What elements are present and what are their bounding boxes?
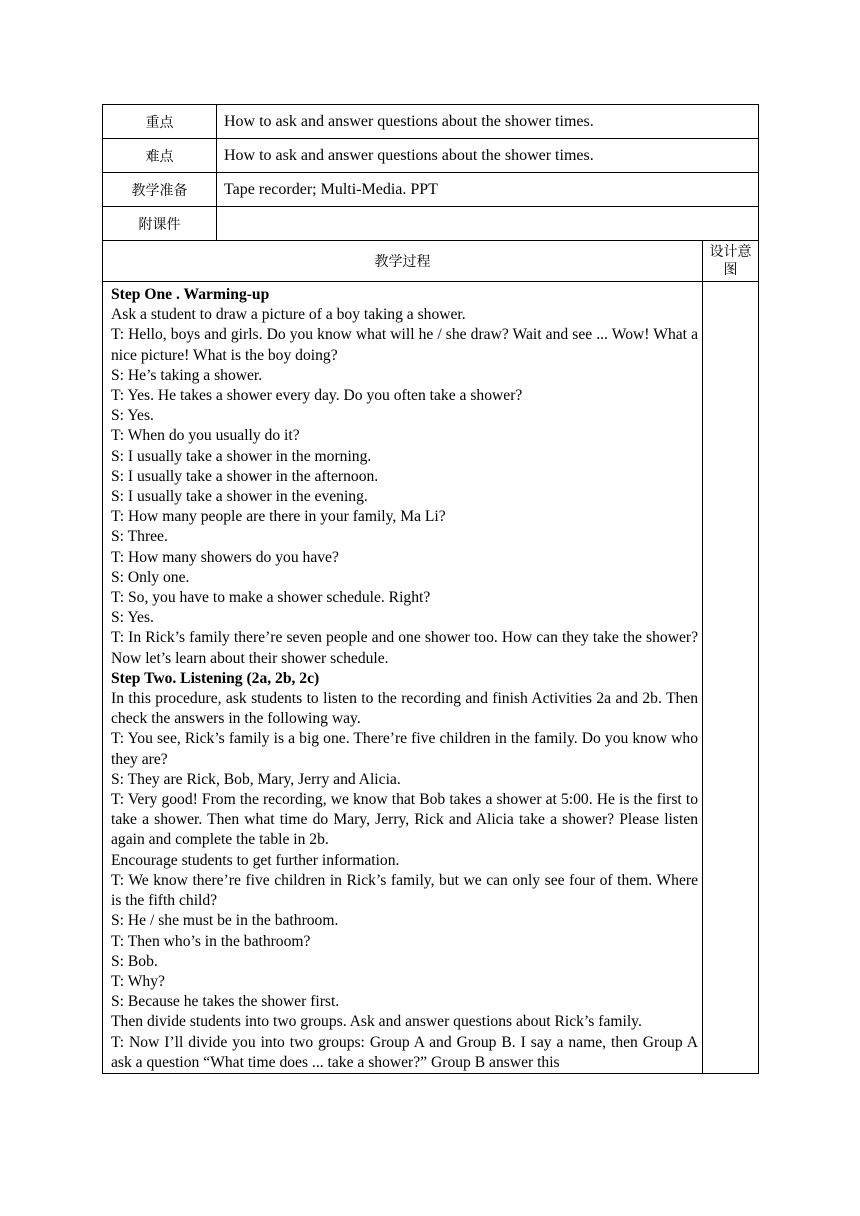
step-one-paragraph: T: In Rick’s family there’re seven people and one shower too. How can they take the shower? Now let’s learn about their shower schedule. <box>111 629 698 667</box>
step-two-paragraph: S: Because he takes the shower first. <box>111 993 340 1011</box>
step-two-paragraph: T: You see, Rick’s family is a big one. There’re five children in the family. Do you know who they are? <box>111 730 698 768</box>
difficult-points-value: How to ask and answer questions about the shower times. <box>217 139 759 173</box>
design-intent-title: 设计意图 <box>703 241 759 282</box>
step-two-paragraph: T: Why? <box>111 972 165 990</box>
key-points-row <box>103 105 759 139</box>
teaching-process-title: 教学过程 <box>103 241 703 282</box>
preparation-value: Tape recorder; Multi-Media. PPT <box>217 173 759 207</box>
attachment-value <box>217 207 759 241</box>
preparation-row <box>103 173 759 207</box>
step-one-paragraph: T: When do you usually do it? <box>111 427 300 445</box>
step-one-paragraph: S: I usually take a shower in the afternoon. <box>111 467 379 485</box>
step-one-lines <box>111 305 698 669</box>
step-one-paragraph: T: How many people are there in your family, Ma Li? <box>111 508 446 526</box>
teaching-process-content <box>103 282 703 1074</box>
step-two-paragraph: S: They are Rick, Bob, Mary, Jerry and Alicia. <box>111 770 401 788</box>
attachment-row <box>103 207 759 241</box>
difficult-points-row <box>103 139 759 173</box>
step-two-heading: Step Two. Listening (2a, 2b, 2c) <box>111 669 320 687</box>
difficult-points-label: 难点 <box>103 139 217 173</box>
step-one-paragraph: S: He’s taking a shower. <box>111 366 263 384</box>
step-one-paragraph: S: Yes. <box>111 407 154 425</box>
design-intent-content <box>703 282 759 1074</box>
preparation-label: 教学准备 <box>103 173 217 207</box>
process-body-row <box>103 282 759 1074</box>
step-two-paragraph: S: Bob. <box>111 952 158 970</box>
step-two-paragraph: T: We know there’re five children in Rick’s family, but we can only see four of them. Where is the fifth child? <box>111 871 698 910</box>
step-one-paragraph: S: Yes. <box>111 609 154 627</box>
step-two-paragraph: In this procedure, ask students to listen to the recording and finish Activities 2a and 2b. Then check the answers in the following way. <box>111 690 698 728</box>
process-header-row <box>103 241 759 282</box>
step-two-paragraph: Encourage students to get further information. <box>111 851 400 869</box>
key-points-label: 重点 <box>103 105 217 139</box>
attachment-label: 附课件 <box>103 207 217 241</box>
step-one-paragraph: T: Yes. He takes a shower every day. Do you often take a shower? <box>111 387 523 405</box>
step-two-paragraph: T: Now I’ll divide you into two groups: Group A and Group B. I say a name, then Group A ask a question “What time does ... take a shower?” Group B answer this <box>111 1033 698 1071</box>
step-two-paragraph: T: Very good! From the recording, we know that Bob takes a shower at 5:00. He is the first to take a shower. Then what time do Mary, Jerry, Rick and Alicia take a shower? Please listen again and complete the table in 2b. <box>111 791 698 849</box>
step-one-paragraph: S: Three. <box>111 528 168 546</box>
step-one-paragraph: S: I usually take a shower in the evening. <box>111 488 368 506</box>
step-two-lines <box>111 689 698 1073</box>
step-one-paragraph: T: Hello, boys and girls. Do you know what will he / she draw? Wait and see ... Wow! What a nice picture! What is the boy doing? <box>111 326 698 364</box>
step-one-heading: Step One . Warming-up <box>111 286 270 303</box>
key-points-value: How to ask and answer questions about the shower times. <box>217 105 759 139</box>
step-one-paragraph: T: How many showers do you have? <box>111 548 339 566</box>
step-one-paragraph: S: I usually take a shower in the morning. <box>111 447 372 465</box>
step-two-paragraph: S: He / she must be in the bathroom. <box>111 912 339 930</box>
step-one-paragraph: T: So, you have to make a shower schedule. Right? <box>111 589 431 607</box>
lesson-plan-table <box>102 104 759 1074</box>
step-two-paragraph: Then divide students into two groups. Ask and answer questions about Rick’s family. <box>111 1013 642 1031</box>
step-two-paragraph: T: Then who’s in the bathroom? <box>111 932 311 950</box>
step-one-paragraph: S: Only one. <box>111 568 190 586</box>
step-one-paragraph: Ask a student to draw a picture of a boy taking a shower. <box>111 306 466 324</box>
